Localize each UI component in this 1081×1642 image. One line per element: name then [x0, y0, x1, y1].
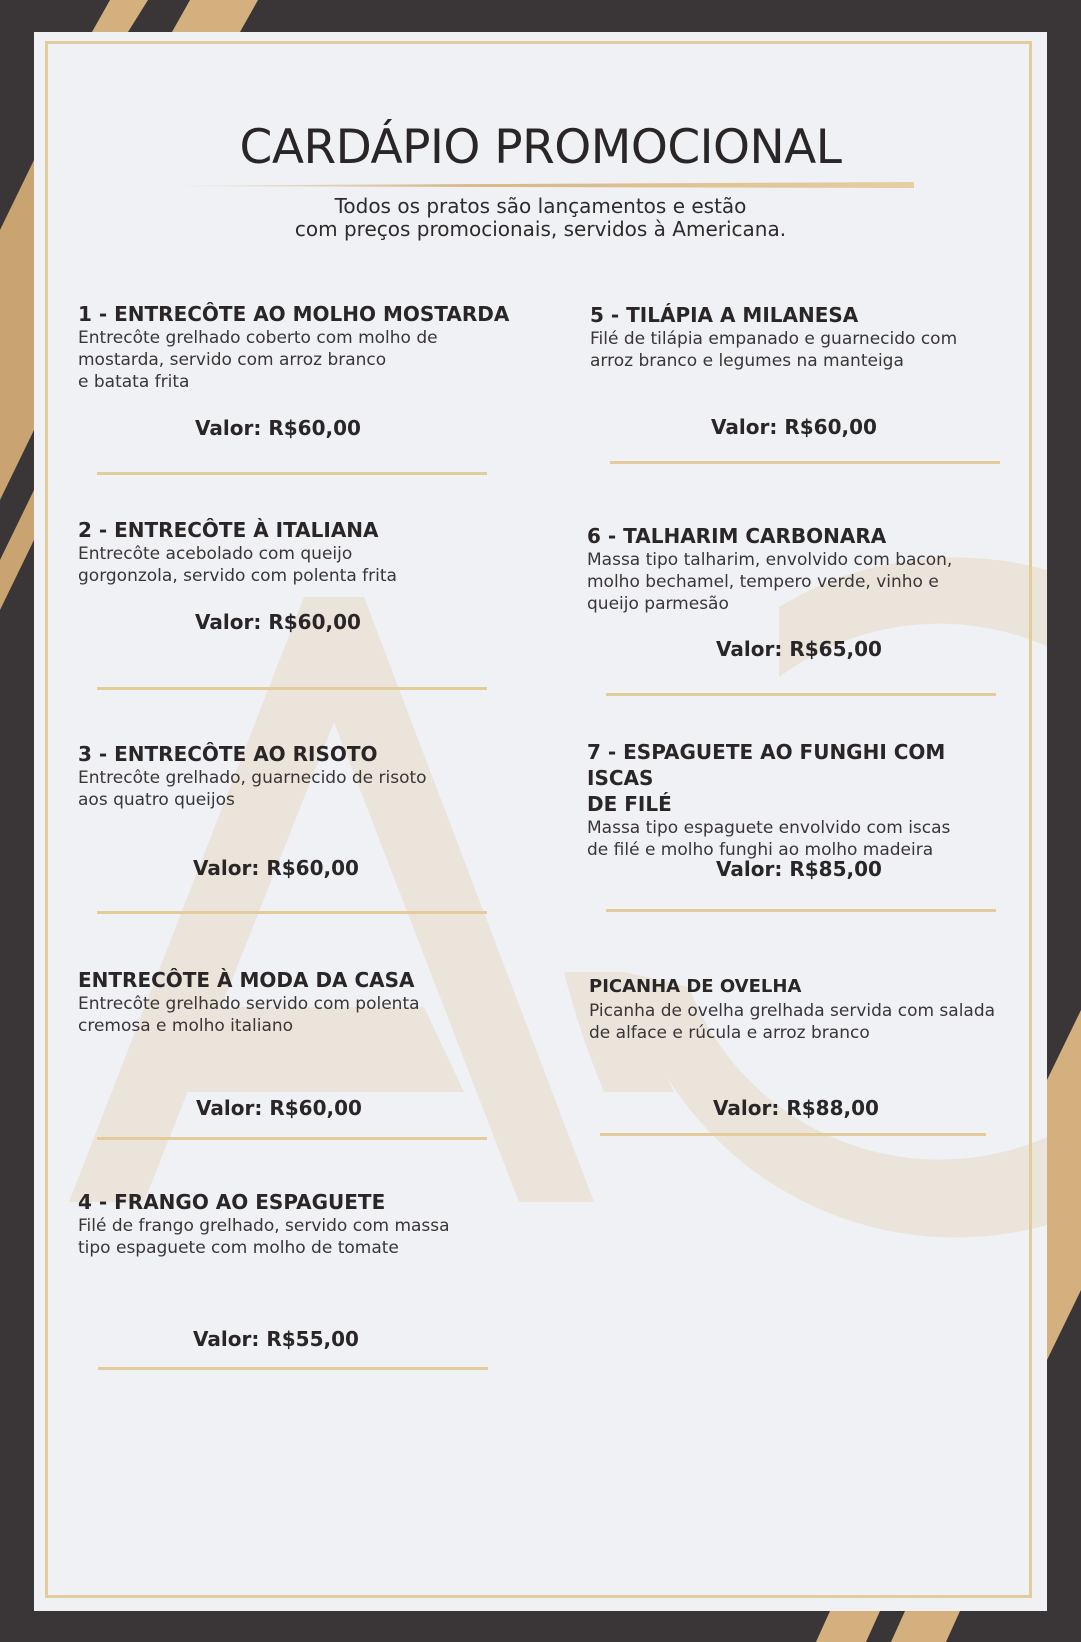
- item-desc-line: molho bechamel, tempero verde, vinho e: [587, 572, 939, 592]
- item-desc-line: arroz branco e legumes na manteiga: [590, 351, 904, 371]
- menu-item: [78, 967, 518, 1037]
- item-price: Valor: R$65,00: [716, 637, 882, 661]
- item-desc-line: de filé e molho funghi ao molho madeira: [587, 840, 934, 860]
- item-name-line-2: DE FILÉ: [587, 792, 672, 816]
- item-divider: [606, 909, 996, 912]
- item-name: ENTRECÔTE À MODA DA CASA: [78, 968, 415, 992]
- item-divider: [610, 461, 1000, 464]
- item-desc-line: Massa tipo espaguete envolvido com iscas: [587, 818, 951, 838]
- item-price: Valor: R$88,00: [713, 1096, 879, 1120]
- item-desc-line: aos quatro queijos: [78, 790, 235, 810]
- item-price: Valor: R$60,00: [193, 856, 359, 880]
- item-desc-line: Filé de tilápia empanado e guarnecido com: [590, 329, 958, 349]
- item-price: Valor: R$60,00: [711, 415, 877, 439]
- item-desc-line: e batata frita: [78, 372, 190, 392]
- item-name: PICANHA DE OVELHA: [589, 976, 802, 997]
- item-divider: [97, 911, 487, 914]
- item-name: 6 - TALHARIM CARBONARA: [587, 524, 887, 548]
- item-desc-line: Entrecôte grelhado coberto com molho de: [78, 328, 438, 348]
- item-desc-line: Picanha de ovelha grelhada servida com salada: [589, 1001, 996, 1021]
- menu-item: [78, 741, 518, 811]
- item-divider: [97, 1137, 487, 1140]
- item-divider: [606, 693, 996, 696]
- item-desc-line: Entrecôte acebolado com queijo: [78, 544, 353, 564]
- menu-item: [587, 739, 1007, 861]
- page-title: CARDÁPIO PROMOCIONAL: [239, 120, 842, 175]
- menu-item: [590, 302, 1010, 372]
- menu-item: [78, 301, 518, 393]
- item-name: 2 - ENTRECÔTE À ITALIANA: [78, 518, 379, 542]
- item-name: 1 - ENTRECÔTE AO MOLHO MOSTARDA: [78, 302, 510, 326]
- item-divider: [97, 472, 487, 475]
- menu-item: [589, 974, 1029, 1044]
- menu-item: [587, 523, 1007, 615]
- item-desc-line: de alface e rúcula e arroz branco: [589, 1023, 870, 1043]
- item-desc-line: queijo parmesão: [587, 594, 729, 614]
- item-price: Valor: R$60,00: [195, 416, 361, 440]
- item-name: 7 - ESPAGUETE AO FUNGHI COM ISCAS: [587, 740, 946, 790]
- item-divider: [97, 687, 487, 690]
- menu-item: [78, 517, 518, 587]
- item-desc-line: mostarda, servido com arroz branco: [78, 350, 387, 370]
- subtitle-line-2: com preços promocionais, servidos à Americana.: [294, 217, 787, 241]
- item-desc-line: Entrecôte grelhado, guarnecido de risoto: [78, 768, 427, 788]
- item-desc-line: Entrecôte grelhado servido com polenta: [78, 994, 420, 1014]
- item-divider: [98, 1367, 488, 1370]
- item-desc-line: Massa tipo talharim, envolvido com bacon,: [587, 550, 953, 570]
- item-price: Valor: R$85,00: [716, 857, 882, 881]
- item-desc-line: cremosa e molho italiano: [78, 1016, 294, 1036]
- item-divider: [600, 1133, 986, 1136]
- item-price: Valor: R$60,00: [195, 610, 361, 634]
- item-name: 5 - TILÁPIA A MILANESA: [590, 303, 859, 327]
- subtitle: [34, 195, 1047, 241]
- item-name: 4 - FRANGO AO ESPAGUETE: [78, 1190, 386, 1214]
- subtitle-line-1: Todos os pratos são lançamentos e estão: [334, 194, 747, 218]
- item-price: Valor: R$55,00: [193, 1327, 359, 1351]
- item-desc-line: tipo espaguete com molho de tomate: [78, 1238, 399, 1258]
- item-name: 3 - ENTRECÔTE AO RISOTO: [78, 742, 378, 766]
- item-price: Valor: R$60,00: [196, 1096, 362, 1120]
- menu-item: [78, 1189, 518, 1259]
- menu-card: [34, 32, 1047, 1611]
- item-desc-line: gorgonzola, servido com polenta frita: [78, 566, 397, 586]
- item-desc-line: Filé de frango grelhado, servido com massa: [78, 1216, 450, 1236]
